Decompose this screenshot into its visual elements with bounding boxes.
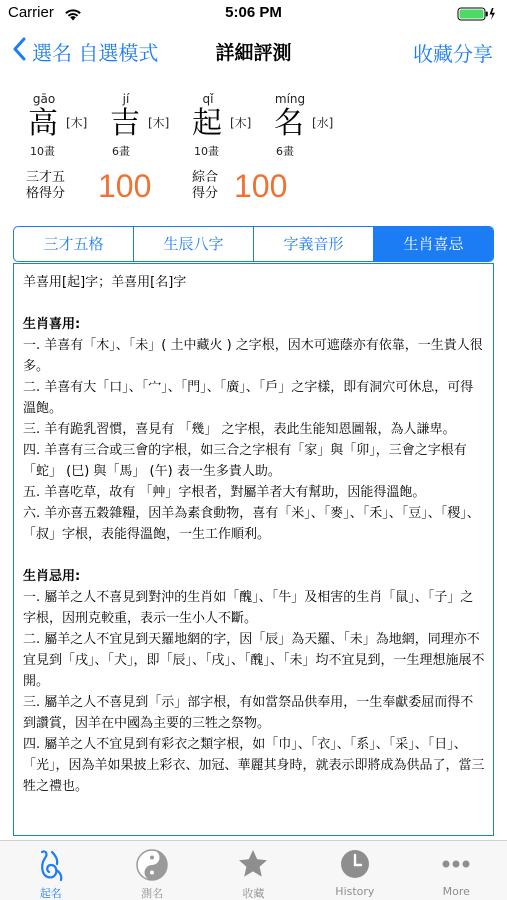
pinyin: jí <box>122 92 130 106</box>
stroke-count: 6畫 <box>276 145 294 158</box>
hanzi: 高 <box>28 106 58 141</box>
avoid-item: 四. 屬羊之人不宜見到有彩衣之類字根，如「巾」、「衣」、「系」、「采」、「日」、「光」，因為羊如果披上彩衣、加冠、華麗其身時，就表示即將成為供品了，當三牲之禮也。 <box>23 737 485 794</box>
hanzi: 吉 <box>110 106 140 141</box>
page-title: 詳細評測 <box>215 42 292 64</box>
star-icon <box>203 848 304 882</box>
battery-icon <box>457 6 497 25</box>
like-item: 六. 羊亦喜五穀雜糧，因羊為素食動物，喜有「米」、「麥」、「禾」、「豆」、「稷」、「叔」字根，表能得溫飽，一生工作順利。 <box>23 506 480 542</box>
tabbar-item-ceming[interactable] <box>101 841 202 900</box>
tabbar-label: History <box>335 885 375 898</box>
five-element: [水] <box>312 116 334 130</box>
name-char-1 <box>26 92 108 162</box>
name-char-3 <box>190 92 272 162</box>
name-char-2 <box>108 92 190 162</box>
stroke-count: 10畫 <box>30 145 55 158</box>
clock-icon <box>304 848 405 882</box>
like-item: 四. 羊喜有三合或三會的字根，如三合之字根有「家」與「卯」，三會之字根有「蛇」 (巳) 與「馬」 (午) 表一生多貴人助。 <box>23 443 467 479</box>
qiming-icon <box>0 848 101 882</box>
overall-score-value: 100 <box>234 168 288 204</box>
avoid-item: 三. 屬羊之人不喜見到「示」部字根，有如當祭品供奉用，一生奉獻委屈而得不到讚賞，因羊在中國為主要的三牲之祭物。 <box>23 695 474 731</box>
tabbar-label: 起名 <box>39 887 62 900</box>
sancai-score-label-line2: 格得分 <box>26 186 66 201</box>
stroke-count: 6畫 <box>112 145 130 158</box>
intro-text: 羊喜用[起]字；羊喜用[名]字 <box>23 275 187 290</box>
bottom-tab-bar <box>0 840 507 900</box>
back-label: 選名 自選模式 <box>32 40 159 65</box>
avoid-item: 二. 屬羊之人不宜見到天羅地網的字，因「辰」為天羅、「未」為地網，同理亦不宜見到「戌」、「犬」，即「辰」、「戌」、「醜」、「未」均不宜見到，一生理想施展不開。 <box>23 632 485 689</box>
navigation-bar <box>0 28 507 76</box>
avoid-heading: 生肖忌用: <box>23 569 81 584</box>
hanzi: 起 <box>192 106 222 141</box>
overall-score-label-line2: 得分 <box>192 186 219 201</box>
five-element: [木] <box>66 116 88 130</box>
more-icon <box>406 848 507 882</box>
like-item: 三. 羊有跪乳習慣，喜見有 「幾」 之字根，表此生能知恩圖報，為人謙卑。 <box>23 422 456 437</box>
yinyang-icon <box>101 848 202 882</box>
sancai-score-value: 100 <box>98 168 152 204</box>
tab-meaning-sound-shape[interactable]: 字義音形 <box>254 227 374 261</box>
like-item: 一. 羊喜有「木」、「未」( 土中藏火 ) 之字根，因木可遮蔭亦有依靠，一生貴人很多。 <box>23 338 483 374</box>
like-item: 五. 羊喜吃草，故有 「艸」字根者，對屬羊者大有幫助，因能得溫飽。 <box>23 485 426 500</box>
tab-birth-bazi[interactable]: 生辰八字 <box>134 227 254 261</box>
analysis-tabs <box>13 226 494 262</box>
spacer <box>23 545 485 566</box>
spacer <box>23 293 485 314</box>
status-bar <box>0 0 507 28</box>
tabbar-item-qiming[interactable] <box>0 841 101 900</box>
zodiac-content-panel[interactable] <box>13 263 494 836</box>
like-item: 二. 羊喜有大「口」、「宀」、「門」、「廣」、「戶」之字樣，即有洞穴可休息，可得溫飽。 <box>23 380 474 416</box>
tabbar-item-favorites[interactable] <box>203 841 304 900</box>
overall-score-label-line1: 綜合 <box>192 170 219 185</box>
stroke-count: 10畫 <box>194 145 219 158</box>
clock-time: 5:06 PM <box>225 4 282 21</box>
tab-sancai-wuge[interactable]: 三才五格 <box>14 227 134 261</box>
name-char-4 <box>272 92 354 162</box>
five-element: [木] <box>148 116 170 130</box>
tabbar-item-more[interactable] <box>406 841 507 900</box>
tabbar-label: More <box>442 885 470 898</box>
pinyin: qǐ <box>202 92 214 106</box>
tab-zodiac-preferences[interactable]: 生肖喜忌 <box>374 227 493 261</box>
hanzi: 名 <box>274 106 304 141</box>
avoid-item: 一. 屬羊之人不喜見到對沖的生肖如「醜」、「牛」及相害的生肖「鼠」、「子」之字根，因刑克較重，表示一生小人不斷。 <box>23 590 474 626</box>
sancai-score-label-line1: 三才五 <box>26 170 66 185</box>
tabbar-label: 收藏 <box>242 887 265 900</box>
tabbar-label: 測名 <box>141 887 164 900</box>
favorite-share-button[interactable]: 收藏分享 <box>413 42 493 66</box>
name-characters <box>26 92 354 162</box>
carrier-label: Carrier <box>8 4 54 21</box>
pinyin: gāo <box>32 92 56 106</box>
tabbar-item-history[interactable] <box>304 841 405 900</box>
like-heading: 生肖喜用: <box>23 317 81 332</box>
score-summary <box>26 168 506 208</box>
pinyin: míng <box>274 92 306 106</box>
five-element: [木] <box>230 116 252 130</box>
